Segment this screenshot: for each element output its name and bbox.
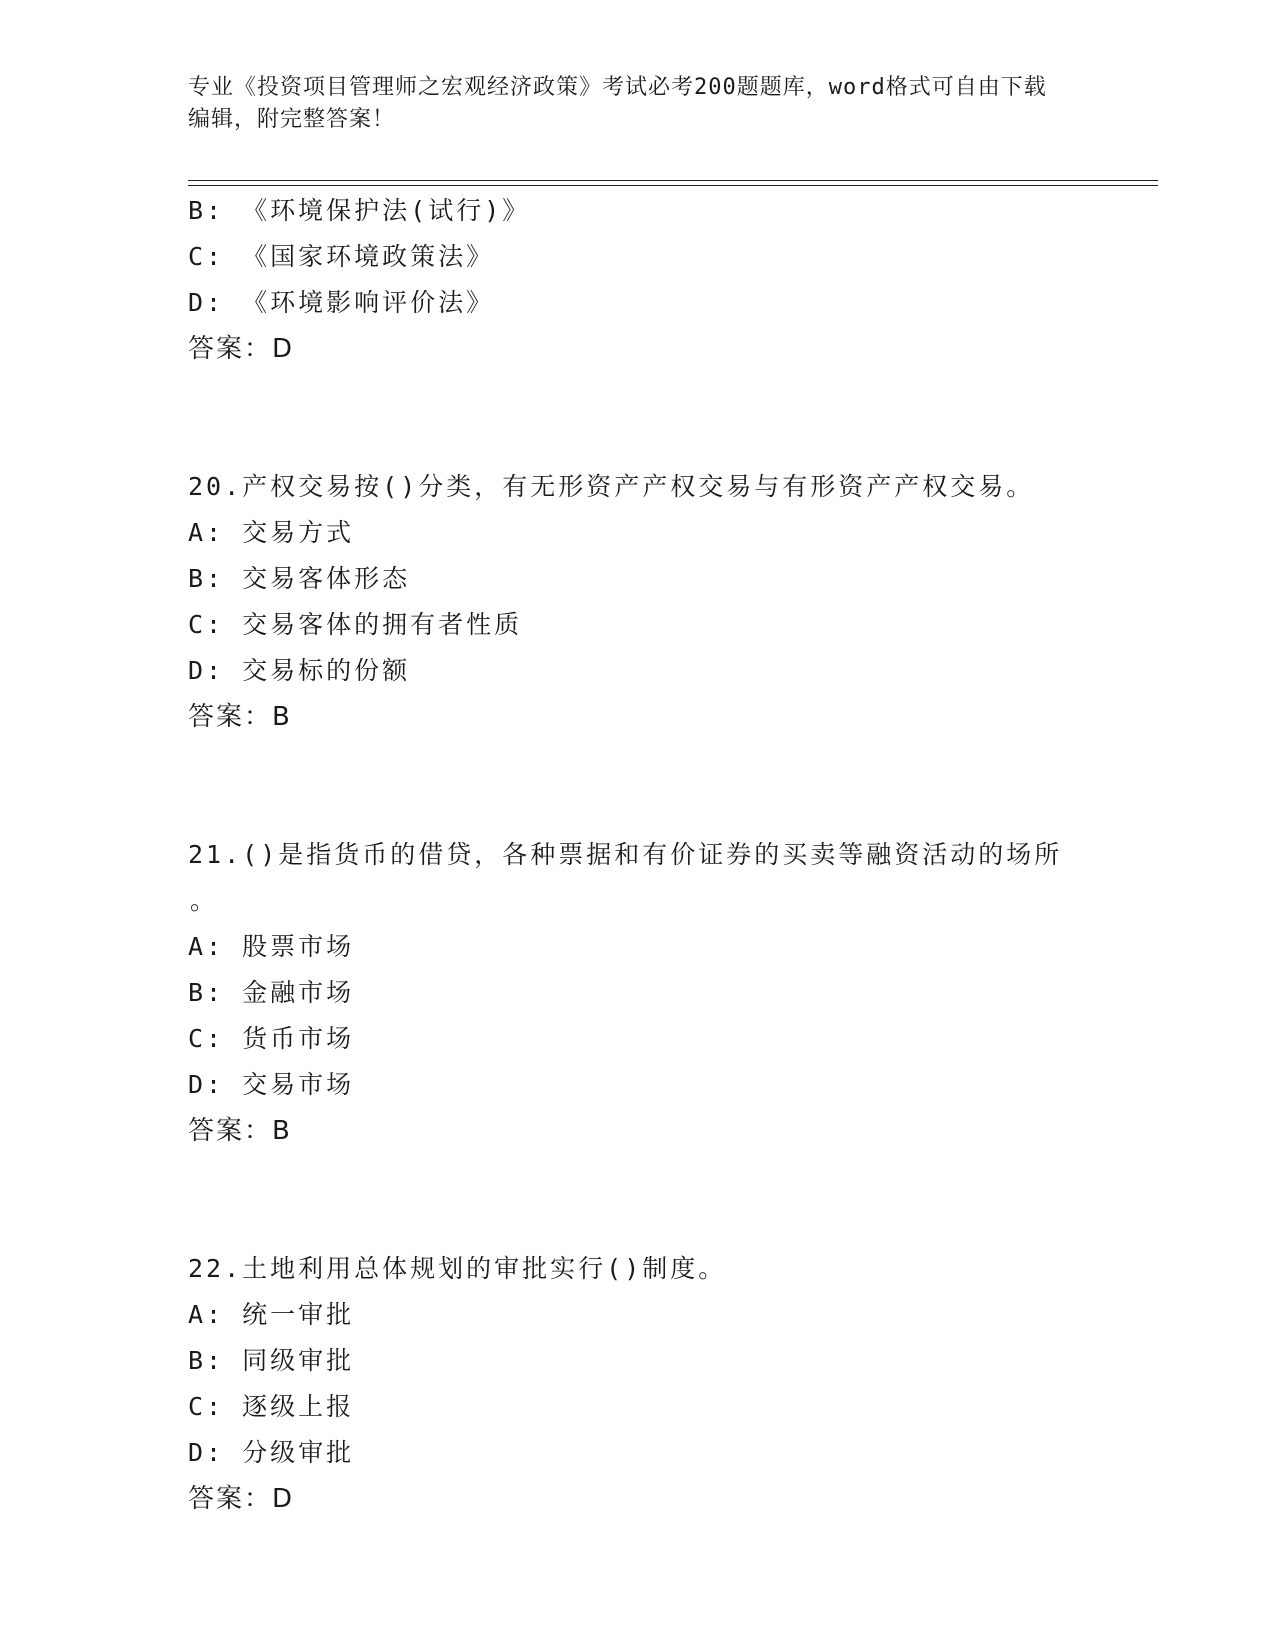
option-d: D: 《环境影响评价法》	[188, 288, 495, 317]
answer-line: 答案：B	[188, 1116, 291, 1146]
option-a: A: 股票市场	[188, 932, 355, 961]
question-stem: 22.土地利用总体规划的审批实行()制度。	[188, 1254, 727, 1283]
question-stem-continuation: 。	[190, 886, 219, 915]
question-block-20	[188, 464, 1088, 740]
question-block-22	[188, 1246, 1088, 1522]
option-b: B: 金融市场	[188, 978, 355, 1007]
question-list	[188, 188, 1088, 1522]
option-c: C: 逐级上报	[188, 1392, 355, 1421]
question-block-21	[188, 832, 1088, 1154]
option-b: B: 交易客体形态	[188, 564, 411, 593]
option-d: D: 交易市场	[188, 1070, 355, 1099]
answer-line: 答案：B	[188, 702, 291, 732]
header-divider	[188, 180, 1158, 186]
answer-line: 答案：D	[188, 1484, 294, 1514]
option-c: C: 《国家环境政策法》	[188, 242, 495, 271]
answer-line: 答案：D	[188, 334, 294, 364]
option-d: D: 交易标的份额	[188, 656, 411, 685]
answer-value: B	[272, 702, 291, 732]
answer-value: B	[272, 1116, 291, 1146]
option-c: C: 货币市场	[188, 1024, 355, 1053]
answer-value: D	[272, 1484, 294, 1514]
page-title: 专业《投资项目管理师之宏观经济政策》考试必考200题题库，word格式可自由下载编辑，附完整答案！	[188, 75, 1047, 132]
question-stem: 21.()是指货币的借贷，各种票据和有价证券的买卖等融资活动的场所	[188, 840, 1063, 869]
question-block-19	[188, 188, 1088, 372]
option-b: B: 《环境保护法(试行)》	[188, 196, 531, 225]
answer-value: D	[272, 334, 294, 364]
option-a: A: 交易方式	[188, 518, 355, 547]
question-stem: 20.产权交易按()分类，有无形资产产权交易与有形资产产权交易。	[188, 472, 1035, 501]
page-header	[188, 72, 1068, 136]
option-b: B: 同级审批	[188, 1346, 355, 1375]
option-c: C: 交易客体的拥有者性质	[188, 610, 523, 639]
option-d: D: 分级审批	[188, 1438, 355, 1467]
option-a: A: 统一审批	[188, 1300, 355, 1329]
